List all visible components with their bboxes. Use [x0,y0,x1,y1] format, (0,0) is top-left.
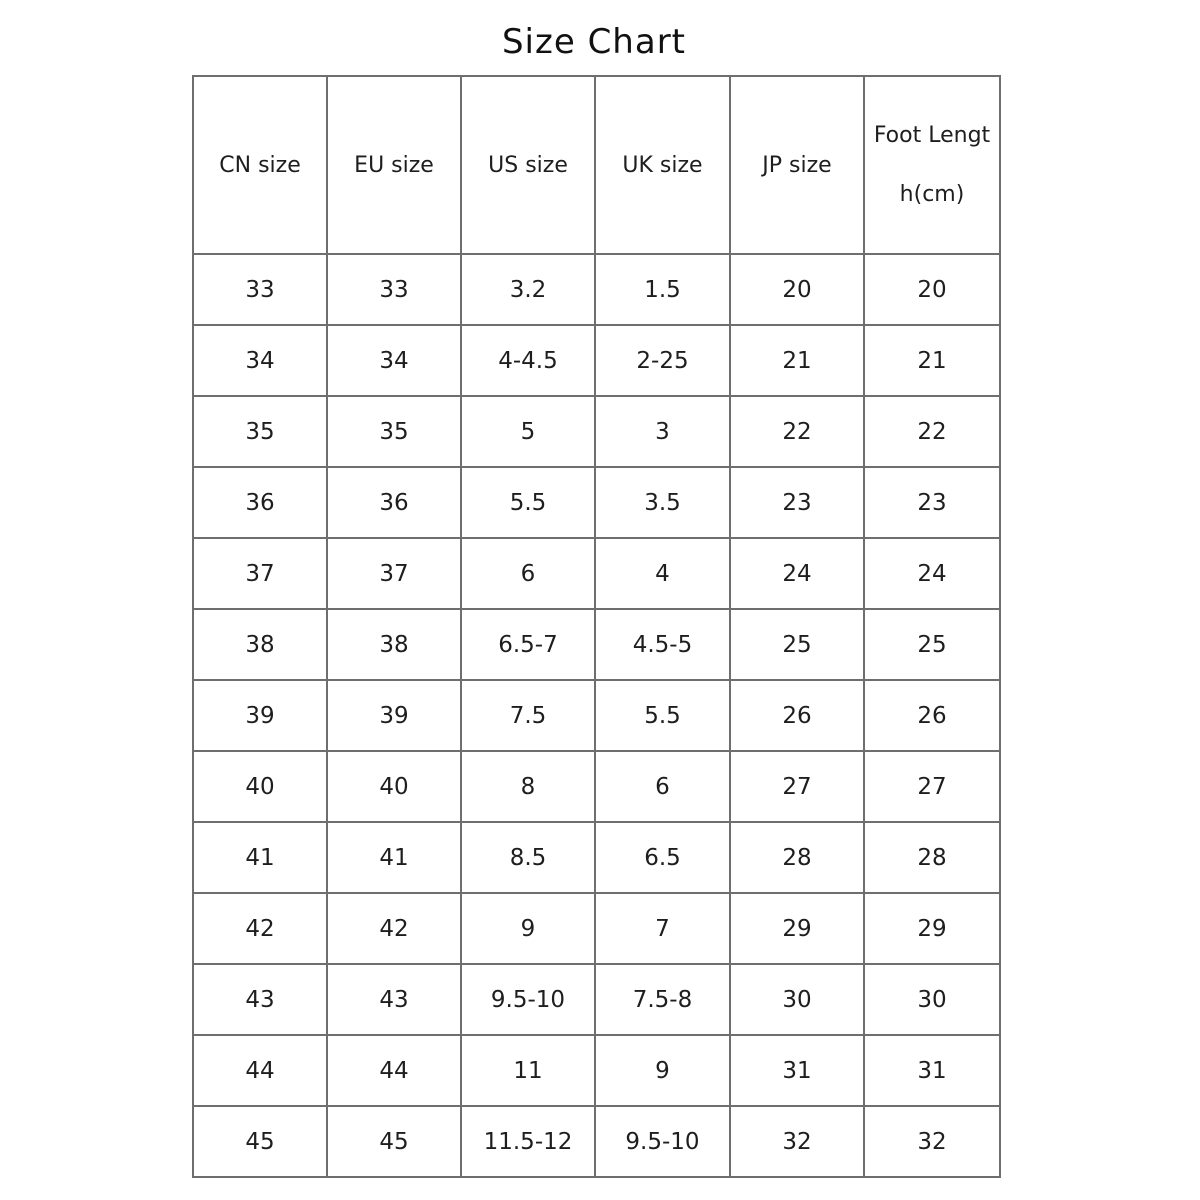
cell-jp-size: 29 [730,893,864,964]
cell-foot-length: 26 [864,680,1000,751]
cell-eu-size: 33 [327,254,461,325]
cell-foot-length: 25 [864,609,1000,680]
table-row [193,751,1000,822]
cell-cn-size: 33 [193,254,327,325]
header-cn-size: CN size [193,76,327,254]
cell-foot-length: 32 [864,1106,1000,1177]
cell-foot-length: 30 [864,964,1000,1035]
table-row [193,254,1000,325]
header-foot-length: Foot Length(cm) [864,76,1000,254]
table-body [193,254,1000,1177]
cell-cn-size: 43 [193,964,327,1035]
cell-us-size: 3.2 [461,254,595,325]
cell-eu-size: 45 [327,1106,461,1177]
cell-jp-size: 32 [730,1106,864,1177]
cell-foot-length: 21 [864,325,1000,396]
cell-jp-size: 26 [730,680,864,751]
cell-foot-length: 31 [864,1035,1000,1106]
cell-us-size: 9 [461,893,595,964]
table-row [193,467,1000,538]
size-chart-table [192,75,1001,1178]
cell-uk-size: 7.5-8 [595,964,730,1035]
cell-cn-size: 44 [193,1035,327,1106]
cell-eu-size: 36 [327,467,461,538]
cell-eu-size: 44 [327,1035,461,1106]
cell-jp-size: 30 [730,964,864,1035]
cell-foot-length: 27 [864,751,1000,822]
table-row [193,396,1000,467]
cell-jp-size: 22 [730,396,864,467]
cell-eu-size: 41 [327,822,461,893]
cell-jp-size: 20 [730,254,864,325]
cell-us-size: 9.5-10 [461,964,595,1035]
table-row [193,325,1000,396]
cell-eu-size: 38 [327,609,461,680]
cell-eu-size: 43 [327,964,461,1035]
cell-cn-size: 45 [193,1106,327,1177]
cell-foot-length: 28 [864,822,1000,893]
cell-uk-size: 3.5 [595,467,730,538]
cell-foot-length: 29 [864,893,1000,964]
cell-us-size: 4-4.5 [461,325,595,396]
cell-jp-size: 28 [730,822,864,893]
cell-eu-size: 34 [327,325,461,396]
cell-eu-size: 37 [327,538,461,609]
cell-foot-length: 24 [864,538,1000,609]
cell-foot-length: 23 [864,467,1000,538]
cell-uk-size: 6.5 [595,822,730,893]
cell-cn-size: 42 [193,893,327,964]
header-us-size: US size [461,76,595,254]
cell-us-size: 6.5-7 [461,609,595,680]
cell-us-size: 8 [461,751,595,822]
cell-jp-size: 21 [730,325,864,396]
cell-jp-size: 27 [730,751,864,822]
cell-us-size: 7.5 [461,680,595,751]
table-row [193,893,1000,964]
table-row [193,680,1000,751]
cell-cn-size: 39 [193,680,327,751]
cell-eu-size: 35 [327,396,461,467]
cell-jp-size: 31 [730,1035,864,1106]
cell-jp-size: 25 [730,609,864,680]
table-row [193,1106,1000,1177]
cell-uk-size: 2-25 [595,325,730,396]
cell-us-size: 6 [461,538,595,609]
cell-uk-size: 4.5-5 [595,609,730,680]
cell-us-size: 5 [461,396,595,467]
cell-cn-size: 34 [193,325,327,396]
cell-uk-size: 7 [595,893,730,964]
cell-us-size: 11 [461,1035,595,1106]
cell-cn-size: 37 [193,538,327,609]
cell-jp-size: 24 [730,538,864,609]
cell-foot-length: 22 [864,396,1000,467]
cell-eu-size: 39 [327,680,461,751]
table-row [193,538,1000,609]
header-uk-size: UK size [595,76,730,254]
cell-cn-size: 36 [193,467,327,538]
cell-foot-length: 20 [864,254,1000,325]
cell-cn-size: 40 [193,751,327,822]
table-row [193,609,1000,680]
table-row [193,1035,1000,1106]
header-jp-size: JP size [730,76,864,254]
cell-eu-size: 40 [327,751,461,822]
cell-uk-size: 5.5 [595,680,730,751]
cell-cn-size: 38 [193,609,327,680]
cell-us-size: 5.5 [461,467,595,538]
cell-eu-size: 42 [327,893,461,964]
cell-jp-size: 23 [730,467,864,538]
header-row [193,76,1000,254]
cell-uk-size: 3 [595,396,730,467]
cell-uk-size: 6 [595,751,730,822]
page-title: Size Chart [501,22,687,62]
cell-uk-size: 9 [595,1035,730,1106]
cell-cn-size: 35 [193,396,327,467]
cell-cn-size: 41 [193,822,327,893]
cell-uk-size: 9.5-10 [595,1106,730,1177]
cell-uk-size: 1.5 [595,254,730,325]
cell-us-size: 11.5-12 [461,1106,595,1177]
cell-uk-size: 4 [595,538,730,609]
table-row [193,964,1000,1035]
table-row [193,822,1000,893]
cell-us-size: 8.5 [461,822,595,893]
header-eu-size: EU size [327,76,461,254]
